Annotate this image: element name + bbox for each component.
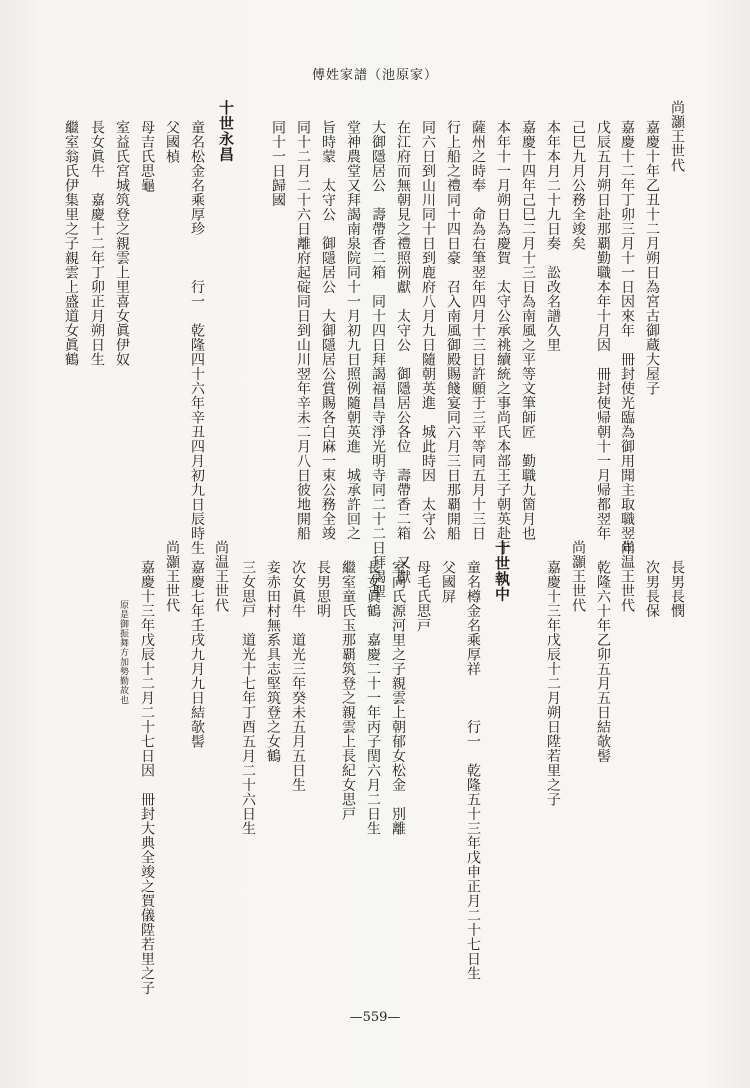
text-column: 父國屏 xyxy=(440,560,456,604)
text-column: 妾赤田村無系具志堅筑登之女鶴 xyxy=(265,560,281,763)
text-column: 旨時蒙 太守公 御隱居公 大御隱居公賞賜各白麻一束公務全竣 xyxy=(320,120,336,541)
text-column: 次男長保 xyxy=(644,560,660,618)
text-column: 繼室童氏玉那覇筑登之親雲上長紀女思戸 xyxy=(340,560,356,821)
text-column: 本年本月二十九日奏 訟改名譜久里 xyxy=(545,120,561,352)
text-column: 嘉慶十三年戊辰十二月二十七日因 冊封大典全竣之賀儀陞若里之子 xyxy=(139,560,155,995)
text-column: 大御隱居公 壽帶香二箱 同十四日拜謁福昌寺淨光明寺同二十二日拜謁聖 xyxy=(370,120,386,599)
text-column: 母毛氏思戸 xyxy=(415,560,431,633)
text-column: 嘉慶十年乙丑十二月朔日為宮古御蔵大屋子 xyxy=(644,120,660,396)
text-column: 尚温王世代 xyxy=(213,540,229,613)
text-column: 室益氏宮城筑登之親雲上里喜女眞伊奴 xyxy=(114,120,130,367)
text-column: 童名松金名乘厚珍 行一 乾隆四十六年辛丑四月初九日辰時生 xyxy=(189,120,205,555)
text-column: 在江府而無朝見之禮照例獻 太守公 御隱居公各位 壽帶香二箱 又獻 xyxy=(395,120,411,584)
text-column: 嘉慶十二年丁卯三月十一日因來年 冊封使光臨為御用聞主取職翌年 xyxy=(619,120,635,555)
page-number: —559— xyxy=(349,1010,401,1025)
text-column: 行上船之禮同十四日豪 召入南風御殿賜餞宴同六月三日那覇開船 xyxy=(445,120,461,541)
annotation-note: 原是御振舞方加勢勤故也 xyxy=(118,600,128,705)
text-column: 繼室翁氏伊集里之子親雲上盛道女眞鶴 xyxy=(63,120,79,367)
text-column: 長女眞牛 嘉慶十二年丁卯正月朔日生 xyxy=(89,120,105,367)
running-header: 傅姓家譜（池原家） xyxy=(311,68,438,83)
text-column: 己巳九月公務全竣矣 xyxy=(570,120,586,251)
text-column: 本年十一月朔日為慶賀 太守公承祧續統之事尚氏本部王子朝英赴于 xyxy=(495,120,511,555)
text-column: 室向氏源河里之子親雲上朝郁女松金 別離 xyxy=(390,560,406,836)
text-column: 嘉慶七年壬戌九月九日結欹髻 xyxy=(189,560,205,749)
text-column: 尚温王世代 xyxy=(619,540,635,613)
generation-heading: 十世永昌 xyxy=(217,100,235,162)
text-column: 堂神農堂又拜謁南泉院同十一月初九日照例隨朝英進 城承許回之 xyxy=(345,120,361,541)
text-column: 父國楨 xyxy=(164,120,180,164)
text-column: 嘉慶十三年戊辰十二月朔日陞若里之子 xyxy=(545,560,561,807)
text-column: 薩州之時奉 命為右筆翌年四月十三日許願于三平等同五月十三日 xyxy=(470,120,486,541)
text-column: 同十一日歸國 xyxy=(270,120,286,207)
text-column: 尚灝王世代 xyxy=(669,100,685,173)
text-column: 嘉慶十四年己巳二月十三日為南風之平等文筆師匠 勤職九箇月也 xyxy=(520,120,536,541)
generation-heading: 十世執中 xyxy=(493,540,511,602)
text-column: 尚灝王世代 xyxy=(570,540,586,613)
text-column: 同六日到山川同十日到鹿府八月九日隨朝英進 城此時因 太守公 xyxy=(420,120,436,541)
text-column: 戊辰五月朔日赴那覇勤職本年十月因 冊封使帰朝十一月帰都翌年 xyxy=(595,120,611,541)
text-column: 長男思明 xyxy=(315,560,331,618)
text-column: 長女眞鶴 嘉慶二十一年丙子閏六月二日生 xyxy=(365,560,381,836)
text-column: 乾隆六十年乙卯五月五日結欹髻 xyxy=(595,560,611,763)
text-column: 同十二月二十六日離府起碇同日到山川翌年辛未二月八日彼地開船 xyxy=(295,120,311,541)
text-column: 母吉氏思龜 xyxy=(139,120,155,193)
text-column: 童名樽金名乘厚祥 行一 乾隆五十三年戊申正月二十七日生 xyxy=(465,560,481,981)
text-column: 次女眞牛 道光三年癸未五月五日生 xyxy=(290,560,306,792)
text-column: 長男長憫 xyxy=(669,560,685,618)
text-column: 三女思戸 道光十七年丁酉五月二十六日生 xyxy=(240,560,256,836)
text-column: 尚灝王世代 xyxy=(164,540,180,613)
